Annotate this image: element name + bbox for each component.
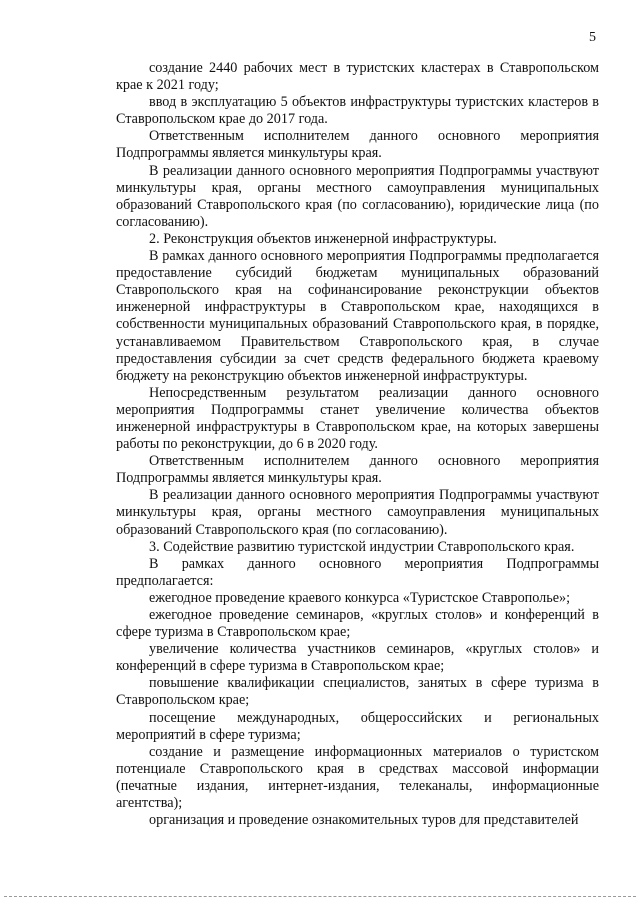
scan-edge-artifact [0,893,640,905]
list-item: повышение квалификации специалистов, занятых в сфере туризма в Ставропольском крае; [116,675,599,709]
paragraph: В рамках данного основного мероприятия Подпрограммы предполагается: [116,555,599,589]
section-heading: 2. Реконструкция объектов инженерной инфраструктуры. [149,230,497,247]
paragraph: Ответственным исполнителем данного основного мероприятия Подпрограммы является минкультуры края. [116,128,599,162]
paragraph: Непосредственным результатом реализации данного основного мероприятия Подпрограммы станет увеличение количества объектов инженерной инфраструктуры в Ставропольском крае, на которых завершены работы по реконструкции, до 6 в 2020 году. [116,384,599,453]
list-item: организация и проведение ознакомительных туров для представителей [149,812,579,829]
section-heading: 3. Содействие развитию туристской индустрии Ставропольского края. [149,538,575,555]
paragraph: В реализации данного основного мероприятия Подпрограммы участвуют минкультуры края, органы местного самоуправления муниципальных образований Ставропольского края (по согласованию), юридические лица (по согласованию). [116,162,599,230]
paragraph: В реализации данного основного мероприятия Подпрограммы участвуют минкультуры края, органы местного самоуправления муниципальных образований Ставропольского края (по согласованию). [116,487,599,538]
list-item: посещение международных, общероссийских и региональных мероприятий в сфере туризма; [116,709,599,743]
paragraph: Ответственным исполнителем данного основного мероприятия Подпрограммы является минкультуры края. [116,453,599,487]
list-item: ежегодное проведение семинаров, «круглых столов» и конференций в сфере туризма в Ставропольском крае; [116,607,599,641]
list-item: создание и размещение информационных материалов о туристском потенциале Ставропольского края в средствах массовой информации (печатные издания, интернет-издания, телеканалы, информационные агентства); [116,743,599,812]
page-number: 5 [589,30,596,45]
scan-dashed-line [4,896,636,897]
list-item: увеличение количества участников семинаров, «круглых столов» и конференций в сфере туризма в Ставропольском крае; [116,641,599,675]
paragraph: создание 2440 рабочих мест в туристских кластерах в Ставропольском крае к 2021 году; [116,60,599,94]
paragraph: В рамках данного основного мероприятия Подпрограммы предполагается предоставление субсидий бюджетам муниципальных образований Ставропольского края на софинансирование реконструкции объектов инженерной инфраструктуры в Ставропольском крае, находящихся в собственности муниципальных образований Ставропольского края, в порядке, устанавливаемом Правительством Ставропольского края, в случае предоставления субсидии за счет средств федерального бюджета краевому бюджету на реконструкцию объектов инженерной инфраструктуры. [116,248,599,384]
paragraph: ввод в эксплуатацию 5 объектов инфраструктуры туристских кластеров в Ставропольском крае до 2017 года. [116,94,599,128]
list-item: ежегодное проведение краевого конкурса «Туристское Ставрополье»; [149,589,571,606]
document-body [116,60,599,829]
